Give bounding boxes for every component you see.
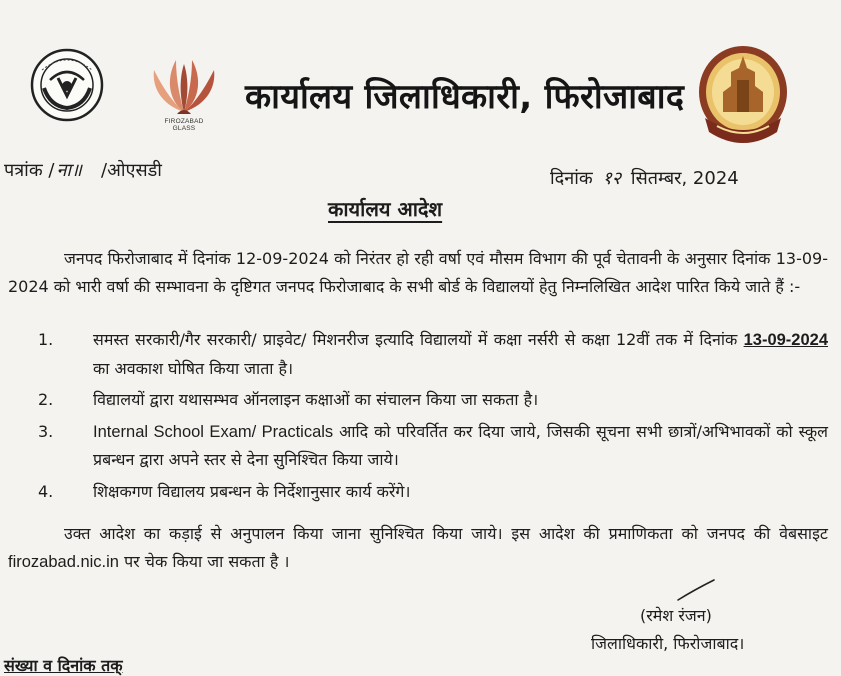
list-item bbox=[8, 478, 828, 506]
office-title: कार्यालय जिलाधिकारी, फिरोजाबाद bbox=[245, 77, 685, 117]
date-day: १२ bbox=[602, 168, 622, 189]
list-item-number: 3. bbox=[38, 421, 54, 441]
orders-list bbox=[8, 326, 828, 509]
patrank-line bbox=[4, 158, 162, 182]
list-item bbox=[8, 418, 828, 474]
lotus-glass-icon bbox=[146, 54, 222, 116]
list-item bbox=[8, 326, 828, 382]
district-emblem-logo bbox=[695, 42, 791, 152]
uttar-pradesh-govt-seal-icon bbox=[30, 48, 104, 122]
glass-logo-text-line2: GLASS bbox=[172, 125, 196, 132]
list-item-number: 1. bbox=[38, 330, 54, 349]
list-item-text: समस्त सरकारी/गैर सरकारी/ प्राइवेट/ मिशनरीज इत्यादि विद्यालयों में कक्षा नर्सरी से कक्षा 12वीं तक में दिनांक bbox=[93, 330, 744, 349]
signature-mark bbox=[676, 578, 716, 602]
order-date-line bbox=[550, 166, 739, 190]
date-month-year: सितम्बर, 2024 bbox=[630, 168, 739, 189]
intro-paragraph: जनपद फिरोजाबाद में दिनांक 12-09-2024 को निरंतर हो रही वर्षा एवं मौसम विभाग की पूर्व चेतावनी के अनुसार दिनांक 13-09-2024 को भारी वर्षा की सम्भावना के दृष्टिगत जनपद फिरोजाबाद के सभी बोर्ड के विद्यालयों हेतु निम्नलिखित आदेश पारित किये जाते हैं :- bbox=[8, 249, 828, 296]
list-item-text: विद्यालयों द्वारा यथासम्भव ऑनलाइन कक्षाओं का संचालन किया जा सकता है। bbox=[93, 390, 539, 409]
signatory-designation: जिलाधिकारी, फिरोजाबाद। bbox=[591, 634, 745, 653]
patrank-number: ना॥ bbox=[56, 160, 82, 181]
list-item-text: शिक्षकगण विद्यालय प्रबन्धन के निर्देशानुसार कार्य करेंगे। bbox=[93, 481, 411, 501]
closing-text: उक्त आदेश का कड़ाई से अनुपालन किया जाना सुनिश्चित किया जाये। इस आदेश की प्रमाणिकता को जनपद की वेबसाइट bbox=[64, 524, 828, 543]
signatory-name: (रमेश रंजन) bbox=[640, 606, 712, 625]
firozabad-glass-logo bbox=[146, 54, 222, 136]
website-link[interactable]: firozabad.nic.in bbox=[8, 552, 119, 571]
closing-text-end: पर चेक किया जा सकता है । bbox=[118, 551, 290, 571]
date-label: दिनांक bbox=[550, 168, 593, 189]
list-item-english-text: Internal School Exam/ Practicals bbox=[93, 422, 334, 441]
patrank-suffix: /ओएसडी bbox=[101, 160, 162, 181]
footer-partial-text: संख्या व दिनांक तक् bbox=[4, 656, 123, 675]
list-item-text-end: का अवकाश घोषित किया जाता है। bbox=[93, 358, 294, 378]
holiday-date: 13-09-2024 bbox=[743, 331, 828, 349]
closing-paragraph bbox=[8, 520, 828, 576]
list-item-text: आदि को परिवर्तित कर दिया जाये, जिसकी सूचना सभी छात्रों/अभिभावकों को स्कूल प्रबन्धन द्वारा अपने स्तर से देना सुनिश्चित किया जाये। bbox=[93, 421, 828, 469]
up-govt-seal-logo bbox=[30, 48, 104, 122]
glass-logo-text-line1: FIROZABAD bbox=[164, 118, 204, 125]
patrank-label: पत्रांक / bbox=[4, 160, 55, 181]
order-heading: कार्यालय आदेश bbox=[328, 197, 443, 221]
list-item-number: 4. bbox=[38, 481, 54, 501]
district-emblem-icon bbox=[695, 42, 791, 152]
list-item bbox=[8, 386, 828, 414]
signature-stroke-icon bbox=[676, 578, 716, 602]
list-item-number: 2. bbox=[38, 390, 54, 409]
